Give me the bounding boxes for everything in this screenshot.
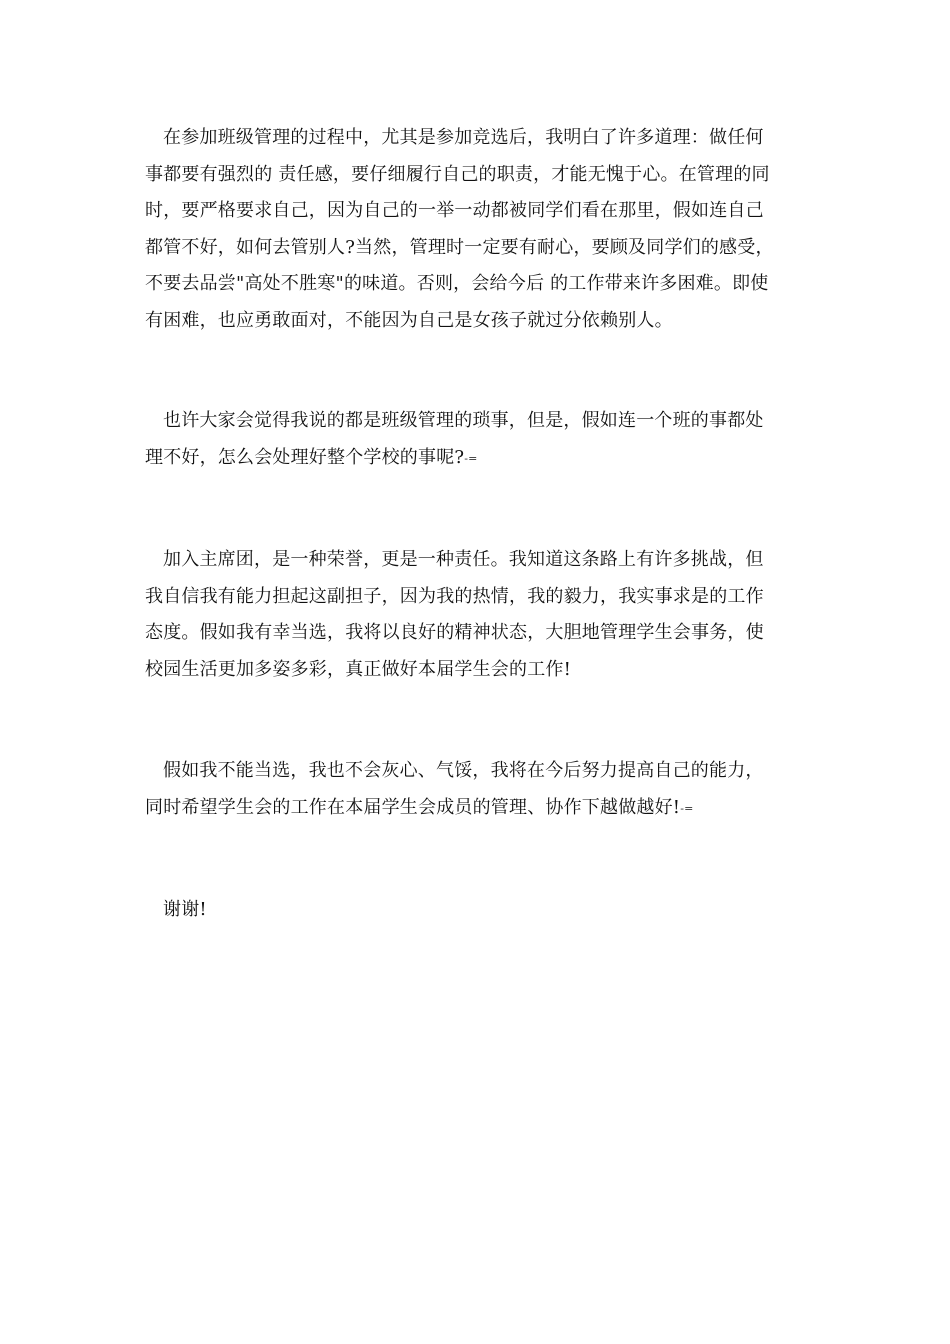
text-line: 都管不好，如何去管别人?当然，管理时一定要有耐心，要顾及同学们的感受，	[145, 236, 774, 258]
paragraph-trivial-matters	[145, 403, 810, 477]
text-line: 我自信我有能力担起这副担子，因为我的热情，我的毅力，我实事求是的工作	[145, 585, 764, 607]
text-line: 不要去品尝"高处不胜寒"的味道。否则，会给今后 的工作带来许多困难。即使	[145, 273, 769, 294]
paragraph-join-presidium	[145, 542, 810, 688]
text-line: 加入主席团，是一种荣誉，更是一种责任。我知道这条路上有许多挑战，但	[163, 549, 764, 570]
paragraph-if-not-elected	[145, 753, 810, 827]
text-line	[145, 440, 810, 478]
paragraph-end-mark: -=	[680, 801, 694, 815]
text-line: 也许大家会觉得我说的都是班级管理的琐事，但是，假如连一个班的事都处	[163, 410, 764, 431]
text-line: 在参加班级管理的过程中，尤其是参加竞选后，我明白了许多道理：做任何	[163, 127, 764, 148]
text-line-content: 理不好，怎么会处理好整个学校的事呢?	[145, 446, 465, 468]
text-line: 态度。假如我有幸当选，我将以良好的精神状态，大胆地管理学生会事务，使	[145, 622, 764, 643]
text-line	[145, 790, 810, 828]
text-line: 谢谢!	[163, 899, 207, 920]
text-line: 假如我不能当选，我也不会灰心、气馁，我将在今后努力提高自己的能力，	[163, 760, 764, 781]
paragraph-thanks	[145, 892, 810, 929]
paragraph-end-mark: -=	[464, 451, 478, 465]
paragraph-class-management	[145, 120, 810, 339]
text-line: 校园生活更加多姿多彩，真正做好本届学生会的工作!	[145, 658, 572, 680]
text-line: 事都要有强烈的 责任感，要仔细履行自己的职责，才能无愧于心。在管理的同	[145, 163, 770, 185]
text-line: 有困难，也应勇敢面对，不能因为自己是女孩子就过分依赖别人。	[145, 309, 673, 331]
document-page	[145, 120, 810, 929]
text-line: 时，要严格要求自己，因为自己的一举一动都被同学们看在那里，假如连自己	[145, 200, 764, 221]
text-line-content: 同时希望学生会的工作在本届学生会成员的管理、协作下越做越好!	[145, 796, 681, 818]
